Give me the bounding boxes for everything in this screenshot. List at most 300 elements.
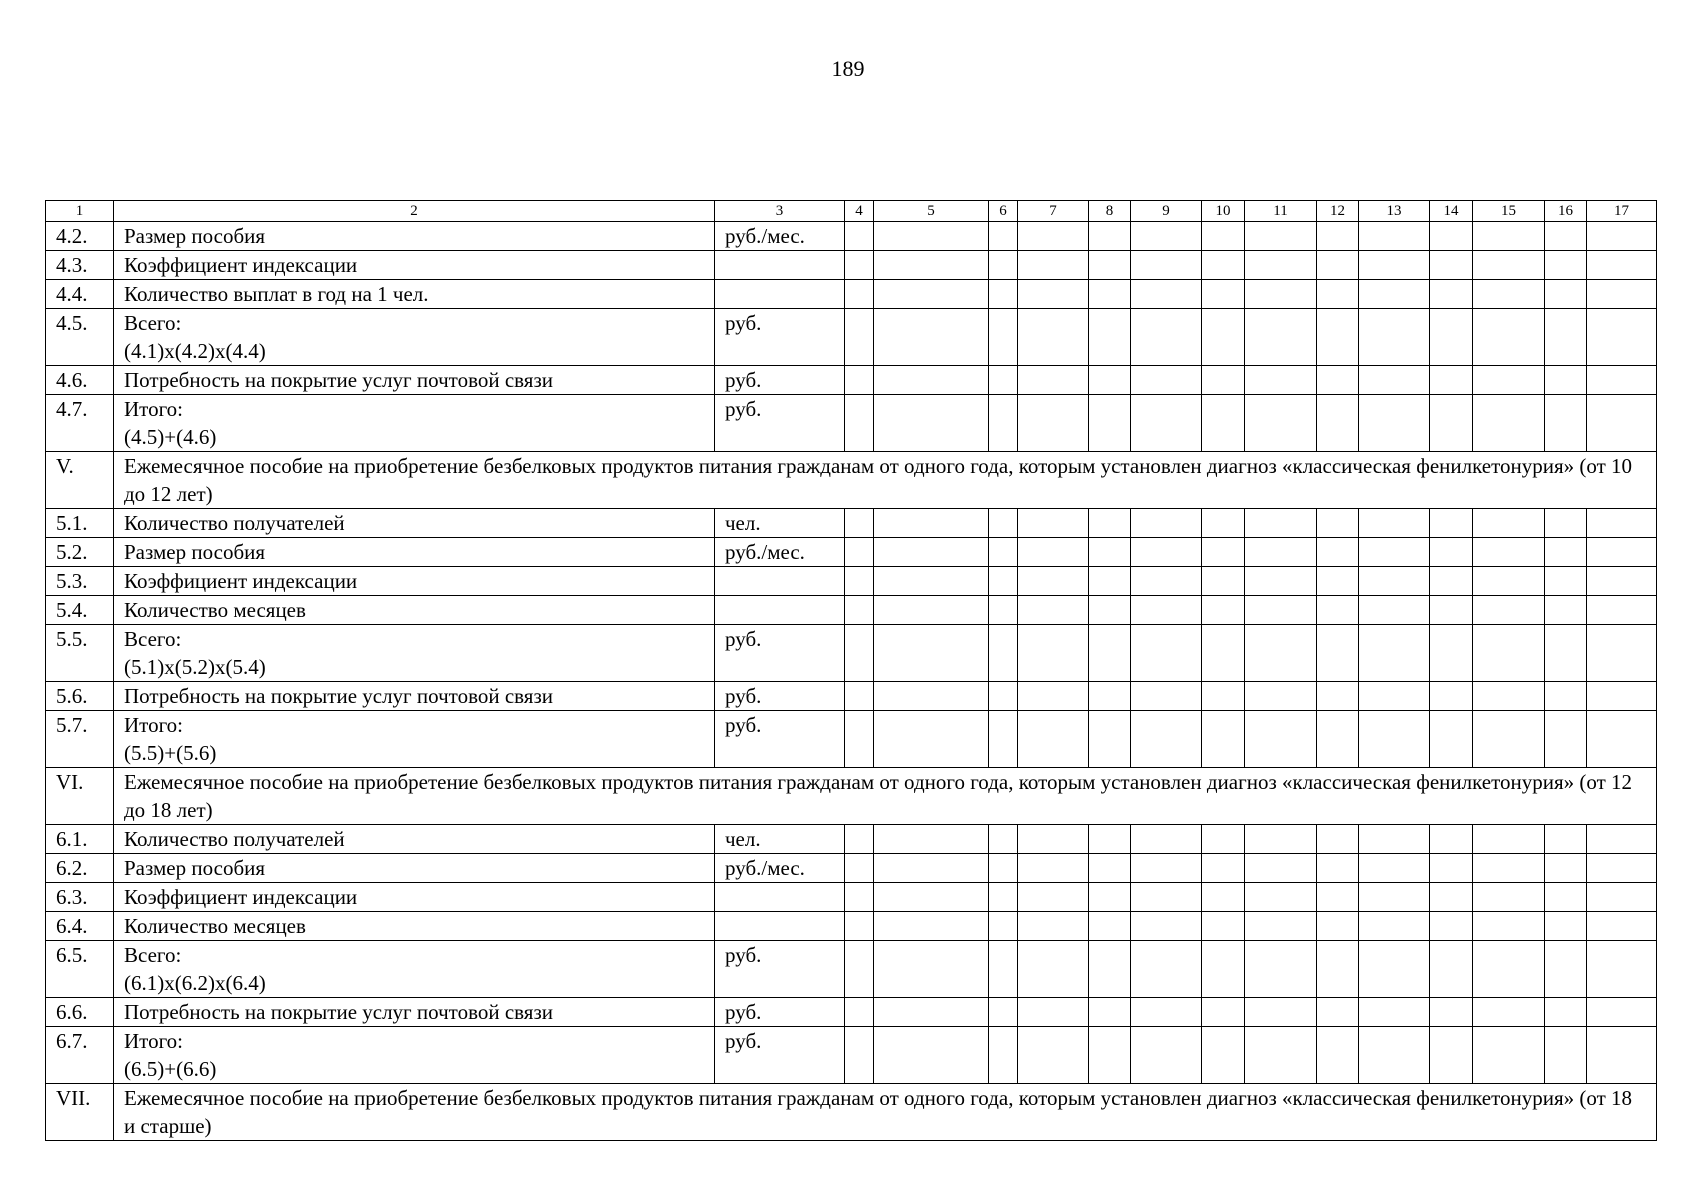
empty-value-cell [1202,854,1245,883]
empty-value-cell [1131,912,1202,941]
empty-value-cell [1317,825,1359,854]
empty-value-cell [1089,941,1131,998]
column-number-12: 12 [1317,201,1359,222]
row-description [114,711,715,768]
empty-value-cell [1473,509,1545,538]
empty-value-cell [1587,625,1657,682]
empty-value-cell [1359,366,1430,395]
empty-value-cell [845,711,874,768]
empty-value-cell [1545,883,1587,912]
column-number-13: 13 [1359,201,1430,222]
row-number: 5.5. [46,625,114,682]
empty-value-cell [874,567,989,596]
row-unit: руб. [715,309,845,366]
row-number: 6.5. [46,941,114,998]
row-description [114,251,715,280]
empty-value-cell [1018,711,1089,768]
description-line: Потребность на покрытие услуг почтовой связи [124,368,553,392]
row-number: 4.4. [46,280,114,309]
row-description [114,509,715,538]
empty-value-cell [1317,711,1359,768]
empty-value-cell [1473,280,1545,309]
empty-value-cell [1202,366,1245,395]
empty-value-cell [1317,596,1359,625]
row-unit: руб. [715,366,845,395]
column-number-4: 4 [845,201,874,222]
empty-value-cell [1131,366,1202,395]
empty-value-cell [1131,711,1202,768]
page-number: 189 [831,56,865,81]
empty-value-cell [1545,912,1587,941]
column-number-row [46,201,1657,222]
empty-value-cell [1089,222,1131,251]
empty-value-cell [1430,395,1473,452]
table-row [46,596,1657,625]
section-title: Ежемесячное пособие на приобретение безбелковых продуктов питания гражданам от одного года, которым установлен диагноз «классическая фенилкетонурия» (от 18 и старше) [114,1084,1657,1141]
description-line: Количество месяцев [124,914,306,938]
empty-value-cell [1131,883,1202,912]
row-number: 6.7. [46,1027,114,1084]
formula-line: (4.5)+(4.6) [124,425,217,449]
table-row [46,682,1657,711]
empty-value-cell [1430,366,1473,395]
empty-value-cell [1245,682,1317,711]
empty-value-cell [1317,941,1359,998]
empty-value-cell [845,625,874,682]
empty-value-cell [989,567,1018,596]
empty-value-cell [1317,366,1359,395]
empty-value-cell [989,682,1018,711]
row-description [114,596,715,625]
empty-value-cell [874,538,989,567]
table-row [46,883,1657,912]
column-number-7: 7 [1018,201,1089,222]
column-number-1: 1 [46,201,114,222]
empty-value-cell [845,567,874,596]
empty-value-cell [1245,280,1317,309]
empty-value-cell [1545,222,1587,251]
description-line: Потребность на покрытие услуг почтовой связи [124,684,553,708]
table-row [46,941,1657,998]
empty-value-cell [1245,538,1317,567]
empty-value-cell [1245,596,1317,625]
empty-value-cell [1317,1027,1359,1084]
row-unit: руб. [715,711,845,768]
empty-value-cell [1202,625,1245,682]
row-description [114,309,715,366]
empty-value-cell [1587,395,1657,452]
empty-value-cell [1202,596,1245,625]
empty-value-cell [1317,682,1359,711]
column-number-16: 16 [1545,201,1587,222]
empty-value-cell [1473,596,1545,625]
empty-value-cell [1089,509,1131,538]
empty-value-cell [845,366,874,395]
form-table [45,200,1657,1141]
empty-value-cell [1018,825,1089,854]
empty-value-cell [1245,912,1317,941]
formula-line: (6.1)x(6.2)x(6.4) [124,971,266,995]
empty-value-cell [1202,941,1245,998]
table-row [46,912,1657,941]
empty-value-cell [1245,309,1317,366]
empty-value-cell [1089,538,1131,567]
empty-value-cell [1587,711,1657,768]
empty-value-cell [1587,509,1657,538]
empty-value-cell [1473,941,1545,998]
empty-value-cell [1317,854,1359,883]
empty-value-cell [1317,309,1359,366]
empty-value-cell [874,711,989,768]
section-title: Ежемесячное пособие на приобретение безбелковых продуктов питания гражданам от одного года, которым установлен диагноз «классическая фенилкетонурия» (от 12 до 18 лет) [114,768,1657,825]
empty-value-cell [1359,395,1430,452]
empty-value-cell [1018,998,1089,1027]
column-number-5: 5 [874,201,989,222]
table-row [46,1027,1657,1084]
empty-value-cell [1131,280,1202,309]
empty-value-cell [1430,625,1473,682]
row-description [114,941,715,998]
empty-value-cell [1202,567,1245,596]
row-unit: руб./мес. [715,222,845,251]
empty-value-cell [845,912,874,941]
empty-value-cell [1202,711,1245,768]
empty-value-cell [1317,625,1359,682]
column-number-2: 2 [114,201,715,222]
row-number: 6.3. [46,883,114,912]
table-row [46,825,1657,854]
empty-value-cell [1359,625,1430,682]
empty-value-cell [845,538,874,567]
empty-value-cell [1317,912,1359,941]
empty-value-cell [989,1027,1018,1084]
empty-value-cell [1359,825,1430,854]
empty-value-cell [874,596,989,625]
row-unit: руб. [715,682,845,711]
column-number-11: 11 [1245,201,1317,222]
empty-value-cell [845,682,874,711]
empty-value-cell [1545,854,1587,883]
empty-value-cell [845,395,874,452]
empty-value-cell [1545,711,1587,768]
empty-value-cell [1089,251,1131,280]
table-row [46,854,1657,883]
empty-value-cell [1359,309,1430,366]
empty-value-cell [1359,711,1430,768]
empty-value-cell [1545,682,1587,711]
table-row [46,222,1657,251]
empty-value-cell [1545,366,1587,395]
empty-value-cell [1587,596,1657,625]
row-unit: руб. [715,941,845,998]
empty-value-cell [1089,682,1131,711]
row-unit: руб./мес. [715,854,845,883]
empty-value-cell [1018,596,1089,625]
row-number: 5.7. [46,711,114,768]
empty-value-cell [1018,395,1089,452]
empty-value-cell [1202,280,1245,309]
description-line: Размер пособия [124,856,266,880]
empty-value-cell [1587,222,1657,251]
empty-value-cell [1430,854,1473,883]
empty-value-cell [874,941,989,998]
empty-value-cell [1359,280,1430,309]
row-number: 5.1. [46,509,114,538]
table-body [46,201,1657,1141]
empty-value-cell [1131,538,1202,567]
section-row [46,768,1657,825]
empty-value-cell [1317,509,1359,538]
column-number-17: 17 [1587,201,1657,222]
empty-value-cell [1430,998,1473,1027]
empty-value-cell [1089,854,1131,883]
empty-value-cell [1359,567,1430,596]
column-number-8: 8 [1089,201,1131,222]
empty-value-cell [1089,1027,1131,1084]
empty-value-cell [989,366,1018,395]
empty-value-cell [1018,251,1089,280]
row-number: 4.7. [46,395,114,452]
empty-value-cell [1131,567,1202,596]
empty-value-cell [989,941,1018,998]
row-unit: чел. [715,825,845,854]
empty-value-cell [1545,509,1587,538]
empty-value-cell [1430,912,1473,941]
description-line: Всего: [124,311,182,335]
empty-value-cell [874,309,989,366]
empty-value-cell [1587,998,1657,1027]
empty-value-cell [1131,509,1202,538]
empty-value-cell [1545,395,1587,452]
empty-value-cell [1245,825,1317,854]
empty-value-cell [1245,395,1317,452]
empty-value-cell [1202,509,1245,538]
empty-value-cell [1131,309,1202,366]
empty-value-cell [989,596,1018,625]
empty-value-cell [1430,711,1473,768]
table-row [46,711,1657,768]
row-unit [715,251,845,280]
empty-value-cell [845,854,874,883]
empty-value-cell [989,854,1018,883]
empty-value-cell [874,1027,989,1084]
description-line: Размер пособия [124,540,266,564]
row-unit: чел. [715,509,845,538]
empty-value-cell [1587,854,1657,883]
empty-value-cell [1089,998,1131,1027]
empty-value-cell [1089,625,1131,682]
empty-value-cell [989,538,1018,567]
row-description [114,912,715,941]
empty-value-cell [1545,309,1587,366]
empty-value-cell [1131,251,1202,280]
empty-value-cell [1473,538,1545,567]
empty-value-cell [1245,711,1317,768]
empty-value-cell [845,941,874,998]
empty-value-cell [1545,1027,1587,1084]
empty-value-cell [1131,222,1202,251]
row-unit: руб./мес. [715,538,845,567]
empty-value-cell [1317,222,1359,251]
empty-value-cell [1131,625,1202,682]
empty-value-cell [1587,366,1657,395]
empty-value-cell [1317,251,1359,280]
empty-value-cell [1202,825,1245,854]
empty-value-cell [1473,682,1545,711]
empty-value-cell [1018,682,1089,711]
column-number-10: 10 [1202,201,1245,222]
empty-value-cell [1359,222,1430,251]
empty-value-cell [989,395,1018,452]
empty-value-cell [1359,941,1430,998]
empty-value-cell [874,395,989,452]
row-unit [715,280,845,309]
empty-value-cell [1430,1027,1473,1084]
empty-value-cell [1202,1027,1245,1084]
empty-value-cell [989,912,1018,941]
empty-value-cell [1202,682,1245,711]
empty-value-cell [1089,825,1131,854]
empty-value-cell [1018,941,1089,998]
row-description [114,538,715,567]
table-row [46,625,1657,682]
table-row [46,567,1657,596]
empty-value-cell [1587,912,1657,941]
empty-value-cell [1317,538,1359,567]
formula-line: (6.5)+(6.6) [124,1057,217,1081]
row-description [114,366,715,395]
empty-value-cell [874,912,989,941]
empty-value-cell [1587,309,1657,366]
empty-value-cell [989,883,1018,912]
empty-value-cell [1202,251,1245,280]
empty-value-cell [1359,596,1430,625]
row-number: 4.2. [46,222,114,251]
description-line: Количество месяцев [124,598,306,622]
empty-value-cell [1018,854,1089,883]
row-unit [715,567,845,596]
empty-value-cell [1245,941,1317,998]
empty-value-cell [845,251,874,280]
row-unit: руб. [715,395,845,452]
empty-value-cell [1131,854,1202,883]
empty-value-cell [989,998,1018,1027]
row-description [114,222,715,251]
empty-value-cell [1018,309,1089,366]
empty-value-cell [1202,883,1245,912]
row-description [114,883,715,912]
description-line: Итого: [124,713,183,737]
empty-value-cell [874,625,989,682]
row-unit [715,883,845,912]
empty-value-cell [1587,941,1657,998]
description-line: Коэффициент индексации [124,569,358,593]
description-line: Количество получателей [124,511,345,535]
empty-value-cell [1018,1027,1089,1084]
empty-value-cell [1587,538,1657,567]
empty-value-cell [1089,309,1131,366]
empty-value-cell [1202,998,1245,1027]
row-number: 4.5. [46,309,114,366]
empty-value-cell [845,509,874,538]
column-number-6: 6 [989,201,1018,222]
empty-value-cell [989,711,1018,768]
empty-value-cell [1245,251,1317,280]
row-unit: руб. [715,998,845,1027]
empty-value-cell [874,825,989,854]
empty-value-cell [1545,251,1587,280]
table-row [46,509,1657,538]
section-title: Ежемесячное пособие на приобретение безбелковых продуктов питания гражданам от одного года, которым установлен диагноз «классическая фенилкетонурия» (от 10 до 12 лет) [114,452,1657,509]
empty-value-cell [1545,625,1587,682]
empty-value-cell [1587,280,1657,309]
empty-value-cell [1359,998,1430,1027]
empty-value-cell [1473,309,1545,366]
empty-value-cell [874,366,989,395]
row-number: 6.6. [46,998,114,1027]
empty-value-cell [874,280,989,309]
empty-value-cell [1202,395,1245,452]
empty-value-cell [845,825,874,854]
empty-value-cell [874,854,989,883]
empty-value-cell [1473,395,1545,452]
empty-value-cell [989,309,1018,366]
row-number: 4.3. [46,251,114,280]
empty-value-cell [1473,625,1545,682]
empty-value-cell [1430,509,1473,538]
empty-value-cell [1202,912,1245,941]
empty-value-cell [1089,395,1131,452]
empty-value-cell [1202,222,1245,251]
empty-value-cell [1359,883,1430,912]
empty-value-cell [1131,998,1202,1027]
empty-value-cell [1202,309,1245,366]
column-number-9: 9 [1131,201,1202,222]
empty-value-cell [1587,251,1657,280]
empty-value-cell [989,625,1018,682]
empty-value-cell [1245,366,1317,395]
row-number: 6.2. [46,854,114,883]
empty-value-cell [1587,883,1657,912]
description-line: Количество выплат в год на 1 чел. [124,282,429,306]
empty-value-cell [874,251,989,280]
empty-value-cell [1018,509,1089,538]
empty-value-cell [1317,567,1359,596]
empty-value-cell [1473,251,1545,280]
description-line: Итого: [124,397,183,421]
empty-value-cell [1245,1027,1317,1084]
row-number: 6.4. [46,912,114,941]
empty-value-cell [1018,222,1089,251]
empty-value-cell [1089,912,1131,941]
empty-value-cell [874,509,989,538]
empty-value-cell [1473,912,1545,941]
description-line: Потребность на покрытие услуг почтовой связи [124,1000,553,1024]
empty-value-cell [1018,567,1089,596]
table-row [46,538,1657,567]
row-number: 6.1. [46,825,114,854]
empty-value-cell [1018,625,1089,682]
empty-value-cell [1545,825,1587,854]
empty-value-cell [989,825,1018,854]
row-description [114,280,715,309]
empty-value-cell [1245,883,1317,912]
empty-value-cell [845,280,874,309]
empty-value-cell [1545,941,1587,998]
row-description [114,1027,715,1084]
table-row [46,251,1657,280]
table-row [46,395,1657,452]
